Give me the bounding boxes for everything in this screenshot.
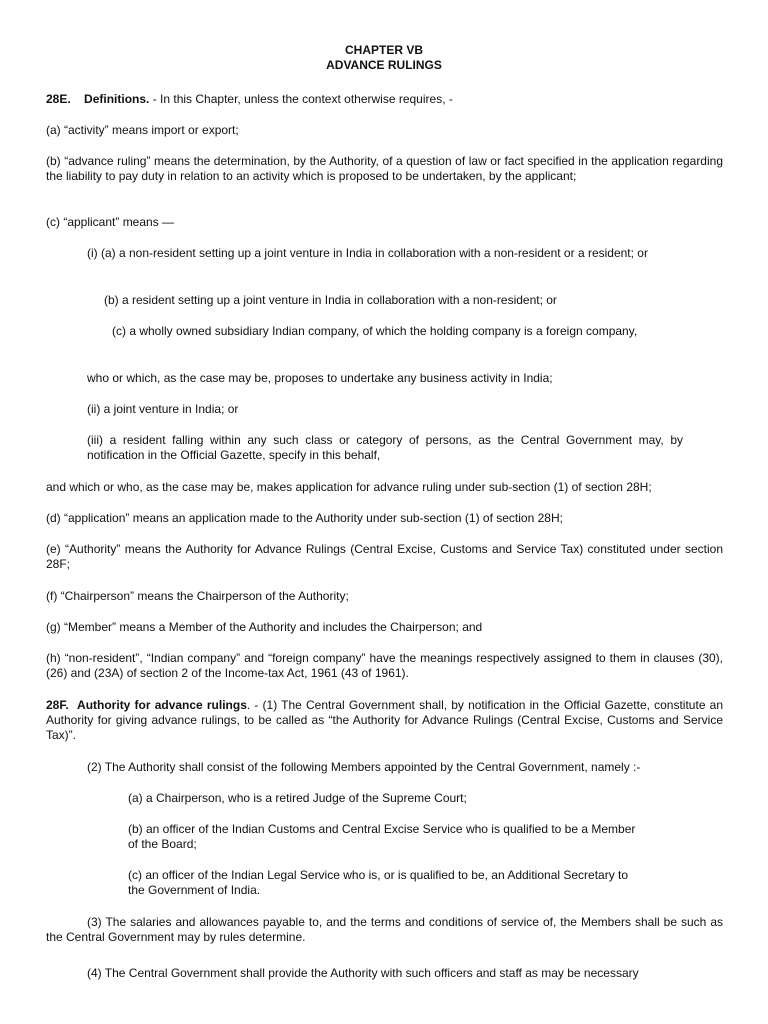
clause-c: (c) “applicant” means —: [46, 215, 175, 229]
member-item-b: (b) an officer of the Indian Customs and Central Excise Service who is qualified to be a Member of the Board;: [128, 822, 636, 851]
sub-clause-iii: (iii) a resident falling within any such class or category of persons, as the Central Government may, by notification in the Official Gazette, specify in this behalf,: [87, 433, 683, 462]
section-intro: - In this Chapter, unless the context otherwise requires, -: [149, 92, 453, 106]
clause-e: (e) “Authority” means the Authority for Advance Rulings (Central Excise, Customs and Service Tax) constituted under section 28F;: [46, 542, 723, 571]
section-28f-para-4: (4) The Central Government shall provide the Authority with such officers and staff as may be necessary: [87, 966, 639, 980]
clause-h: (h) “non-resident”, “Indian company” and “foreign company” have the meanings respectively assigned to them in clauses (30), (26) and (23A) of section 2 of the Income-tax Act, 1961 (43 of 1961).: [46, 651, 723, 680]
clause-d: (d) “application” means an application made to the Authority under sub-section (1) of section 28H;: [46, 511, 563, 525]
section-28e-heading: [46, 92, 723, 107]
chapter-title: ADVANCE RULINGS: [326, 58, 442, 72]
chapter-heading: CHAPTER VB: [344, 43, 423, 57]
sub-clause-i-c: (c) a wholly owned subsidiary Indian company, of which the holding company is a foreign company,: [112, 324, 638, 338]
section-title: Definitions.: [84, 92, 150, 106]
clause-f: (f) “Chairperson” means the Chairperson of the Authority;: [46, 589, 349, 603]
section-28f-para-1: [46, 698, 723, 743]
section-28f-para-2: (2) The Authority shall consist of the following Members appointed by the Central Government, namely :-: [87, 760, 641, 774]
sub-clause-i-a: (i) (a) a non-resident setting up a joint venture in India in collaboration with a non-resident or a resident; or: [87, 246, 648, 260]
section-number: 28F.: [46, 698, 69, 712]
member-item-a: (a) a Chairperson, who is a retired Judge of the Supreme Court;: [128, 791, 467, 805]
clause-g: (g) “Member” means a Member of the Authority and includes the Chairperson; and: [46, 620, 483, 634]
section-title: Authority for advance rulings: [77, 698, 247, 712]
clause-a: (a) “activity” means import or export;: [46, 123, 239, 137]
section-text: . - (1) The Central Government shall, by notification in the Official Gazette, constitute an Authority for giving advance rulings, to be called as “the Authority for Advance Rulings (Central Excise, Customs and Service Tax)”.: [46, 698, 724, 742]
sub-clause-ii: (ii) a joint venture in India; or: [87, 402, 239, 416]
member-item-c: (c) an officer of the Indian Legal Service who is, or is qualified to be, an Additional Secretary to the Government of India.: [128, 868, 629, 897]
section-number: 28E.: [46, 92, 71, 106]
section-28f-para-3: (3) The salaries and allowances payable to, and the terms and conditions of service of, the Members shall be such as the Central Government may by rules determine.: [46, 915, 723, 944]
clause-b: (b) “advance ruling” means the determination, by the Authority, of a question of law or fact specified in the application regarding the liability to pay duty in relation to an activity which is proposed to be undertaken, by the applicant;: [46, 154, 723, 183]
sub-clause-who: who or which, as the case may be, proposes to undertake any business activity in India;: [87, 371, 553, 385]
clause-c-closing: and which or who, as the case may be, makes application for advance ruling under sub-section (1) of section 28H;: [46, 480, 652, 494]
sub-clause-i-b: (b) a resident setting up a joint venture in India in collaboration with a non-resident; or: [104, 293, 557, 307]
